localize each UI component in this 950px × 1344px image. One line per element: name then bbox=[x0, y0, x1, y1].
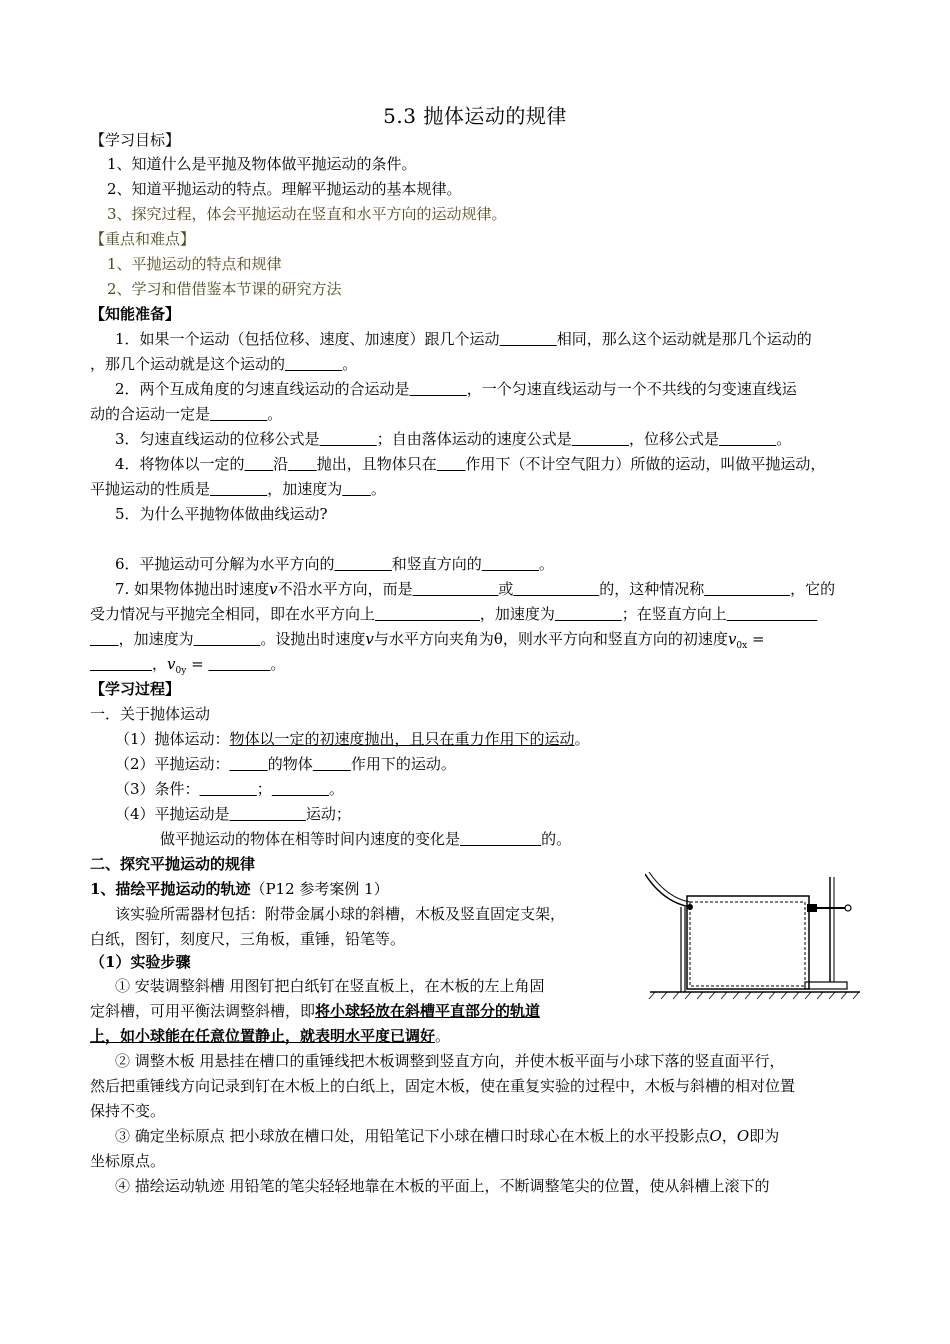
question-6: 6．平抛运动可分解为水平方向的 和竖直方向的 。 bbox=[115, 555, 555, 573]
blank bbox=[555, 605, 622, 623]
blank bbox=[572, 430, 629, 448]
blank bbox=[230, 805, 306, 823]
question-7-line1: 7. 如果物体抛出时速度v不沿水平方向，而是 或 的，这种情况称 ，它的 bbox=[115, 580, 836, 598]
keypoints-heading: 【重点和难点】 bbox=[90, 230, 196, 248]
blank bbox=[288, 455, 317, 473]
process-item-4: （4）平抛运动是 运动； bbox=[115, 805, 351, 823]
blank bbox=[460, 830, 541, 848]
blank bbox=[704, 580, 790, 598]
question-5: 5．为什么平抛物体做曲线运动? bbox=[115, 505, 328, 523]
blank bbox=[342, 480, 371, 498]
blank bbox=[285, 355, 342, 373]
prep-heading: 【知能准备】 bbox=[90, 305, 181, 323]
question-4-line1: 4．将物体以一定的 沿 抛出，且物体只在 作用下（不计空气阻力）所做的运动，叫做平抛运动， bbox=[115, 455, 826, 473]
question-7-line2: 受力情况与平抛完全相同，即在水平方向上 ，加速度为 ；在竖直方向上 bbox=[90, 604, 862, 624]
step-1-line2: 定斜槽，可用平衡法调整斜槽，即将小球轻放在斜槽平直部分的轨道 bbox=[90, 1002, 541, 1020]
blank bbox=[194, 630, 261, 648]
section-1-heading: 一．关于抛体运动 bbox=[90, 705, 211, 723]
process-item-5: 做平抛运动的物体在相等时间内速度的变化是 的。 bbox=[160, 830, 572, 848]
step-4-line1: ④ 描绘运动轨迹 用铅笔的笔尖轻轻地靠在木板的平面上，不断调整笔尖的位置，使从斜槽上滚下的 bbox=[115, 1177, 770, 1195]
goal-item: 1、知道什么是平抛及物体做平抛运动的条件。 bbox=[107, 155, 417, 173]
step-3-line1: ③ 确定坐标原点 把小球放在槽口处，用铅笔记下小球在槽口时球心在木板上的水平投影点O，O即为 bbox=[115, 1127, 780, 1145]
blank bbox=[500, 330, 557, 348]
step-2-line3: 保持不变。 bbox=[90, 1102, 166, 1120]
goal-item: 3、探究过程，体会平抛运动在竖直和水平方向的运动规律。 bbox=[107, 205, 507, 223]
blank bbox=[335, 555, 392, 573]
step-2-line2: 然后把重锤线方向记录到钉在木板上的白纸上，固定木板，使在重复实验的过程中，木板与斜槽的相对位置 bbox=[90, 1077, 796, 1095]
blank bbox=[313, 755, 351, 773]
question-1-line2: ，那几个运动就是这个运动的 。 bbox=[90, 355, 358, 373]
step-3-line2: 坐标原点。 bbox=[90, 1152, 166, 1170]
question-1-line1: 1．如果一个运动（包括位移、速度、加速度）跟几个运动 相同，那么这个运动就是那几个运动的 bbox=[115, 330, 812, 348]
steps-heading: （1）实验步骤 bbox=[90, 953, 191, 971]
blank bbox=[410, 380, 467, 398]
blank bbox=[437, 455, 466, 473]
blank bbox=[210, 405, 267, 423]
question-2-line1: 2．两个互成角度的匀速直线运动的合运动是 ，一个匀速直线运动与一个不共线的匀变速直线运 bbox=[115, 380, 797, 398]
question-7-line4: ，$v_{0y}$ = 。 bbox=[90, 654, 862, 681]
subsection-1-heading: 1、描绘平抛运动的轨迹（P12 参考案例 1） bbox=[90, 880, 389, 898]
blank bbox=[719, 430, 776, 448]
process-heading: 【学习过程】 bbox=[90, 680, 181, 698]
blank bbox=[482, 555, 539, 573]
blank bbox=[272, 780, 329, 798]
question-2-line2: 动的合运动一定是 。 bbox=[90, 405, 283, 423]
equipment-line1: 该实验所需器材包括：附带金属小球的斜槽，木板及竖直固定支架， bbox=[115, 905, 566, 923]
blank bbox=[90, 655, 152, 673]
question-7-line3: ，加速度为 。设抛出时速度v与水平方向夹角为θ，则水平方向和竖直方向的初速度$v_{0x}$ = bbox=[90, 629, 862, 656]
equipment-line2: 白纸，图钉，刻度尺，三角板，重锤，铅笔等。 bbox=[90, 930, 406, 948]
blank bbox=[375, 605, 480, 623]
blank bbox=[245, 455, 274, 473]
blank bbox=[200, 780, 257, 798]
process-item-2: （2）平抛运动： 的物体 作用下的运动。 bbox=[115, 755, 456, 773]
blank bbox=[727, 605, 818, 623]
apparatus-figure bbox=[645, 872, 860, 1002]
step-1-line1: ① 安装调整斜槽 用图钉把白纸钉在竖直板上，在木板的左上角固 bbox=[115, 977, 545, 995]
keypoint-item: 2、学习和借借鉴本节课的研究方法 bbox=[107, 280, 342, 298]
blank bbox=[230, 755, 268, 773]
process-item-3: （3）条件： ； 。 bbox=[115, 780, 345, 798]
process-item-1: （1）抛体运动：物体以一定的初速度抛出，且只在重力作用下的运动。 bbox=[115, 730, 590, 748]
section-2-heading: 二、探究平抛运动的规律 bbox=[90, 855, 256, 873]
question-3: 3．匀速直线运动的位移公式是 ；自由落体运动的速度公式是 ，位移公式是 。 bbox=[115, 430, 792, 448]
question-4-line2: 平抛运动的性质是 ，加速度为 。 bbox=[90, 480, 386, 498]
goal-item: 2、知道平抛运动的特点。理解平抛运动的基本规律。 bbox=[107, 180, 462, 198]
blank bbox=[208, 655, 270, 673]
blank bbox=[320, 430, 377, 448]
goals-heading: 【学习目标】 bbox=[90, 131, 181, 149]
blank bbox=[90, 630, 119, 648]
page-title: 5.3 抛体运动的规律 bbox=[383, 104, 567, 128]
step-1-line3: 上，如小球能在任意位置静止，就表明水平度已调好。 bbox=[90, 1027, 451, 1045]
blank bbox=[413, 580, 499, 598]
blank bbox=[210, 480, 267, 498]
step-2-line1: ② 调整木板 用悬挂在槽口的重锤线把木板调整到竖直方向，并使木板平面与小球下落的竖直面平行， bbox=[115, 1052, 785, 1070]
keypoint-item: 1、平抛运动的特点和规律 bbox=[107, 255, 282, 273]
blank bbox=[513, 580, 599, 598]
